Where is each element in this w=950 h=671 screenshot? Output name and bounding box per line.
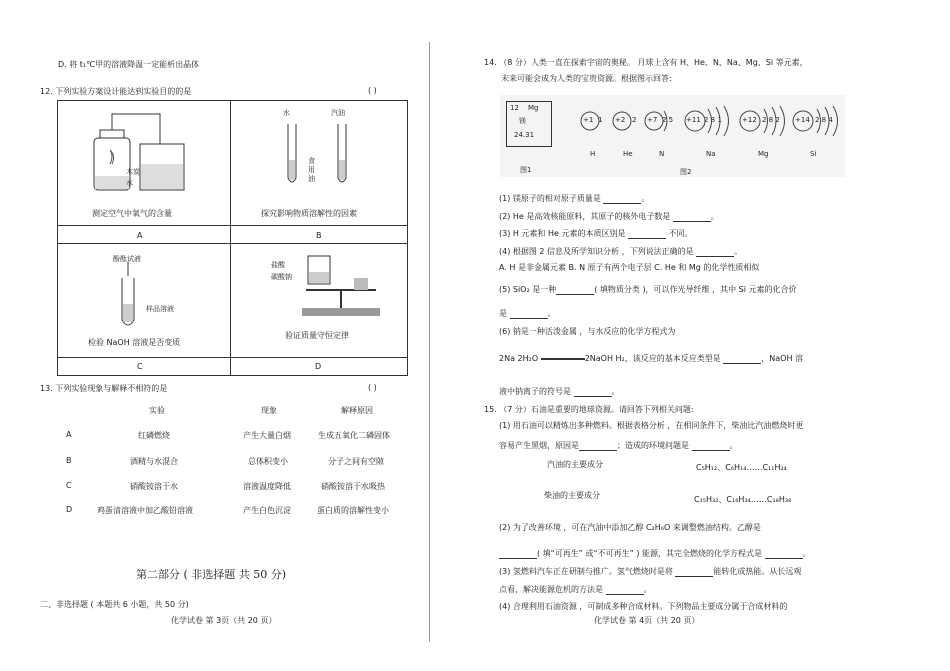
q14-6-cont: 液中钠离子的符号是 。 xyxy=(499,387,620,396)
letter-c: C xyxy=(137,362,143,371)
q15-2b: ( 填“可再生” 或“不可再生” ) 能源，其完全燃烧的化学方程式是 。 xyxy=(499,548,811,559)
label-gasoline: 汽油 xyxy=(331,109,345,117)
answer-blank[interactable] xyxy=(692,442,730,451)
answer-blank[interactable] xyxy=(673,213,711,222)
answer-blank[interactable] xyxy=(675,568,713,577)
diesel-formula: C₁₅H₃₂、C₁₆H₃₄……C₁₈H₃₈ xyxy=(694,495,792,504)
row-b-exp: 酒精与水混合 xyxy=(130,457,178,466)
question-13: 13. 下列实验现象与解释不相符的是 xyxy=(40,384,168,393)
answer-blank[interactable] xyxy=(556,286,594,295)
q14-4-options: A. H 是非金属元素 B. N 原子有两个电子层 C. He 和 Mg 的化学性质相似 xyxy=(499,263,760,272)
figure-2-label: 图2 xyxy=(680,168,692,176)
footer-page-3: 化学试卷 第 3页（共 20 页） xyxy=(171,616,277,625)
section-heading: 二、非选择题 ( 本题共 6 小题，共 50 分) xyxy=(40,600,189,609)
answer-blank[interactable] xyxy=(579,442,617,451)
label-phenolphthalein: 酚酞试液 xyxy=(113,255,141,263)
oxygen-content-apparatus xyxy=(80,104,200,196)
caption-d: 验证质量守恒定律 xyxy=(285,331,349,340)
atom-n-nucleus: +7 xyxy=(647,116,658,124)
answer-blank[interactable] xyxy=(628,230,666,239)
header-experiment: 实验 xyxy=(149,406,165,415)
footer-page-4: 化学试卷 第 4页（共 20 页） xyxy=(594,616,700,625)
answer-blank[interactable] xyxy=(765,550,803,559)
row-b-letter: B xyxy=(66,456,72,465)
mg-mass: 24.31 xyxy=(514,131,535,139)
row-a-exp: 红磷燃烧 xyxy=(138,431,170,440)
header-reason: 解释原因 xyxy=(341,406,373,415)
atom-si-nucleus: +14 xyxy=(795,116,810,124)
option-d-line: D. 将 t₁℃甲的溶液降温一定能析出晶体 xyxy=(58,60,200,69)
test-tube-c xyxy=(108,262,148,332)
atom-mg-nucleus: +12 xyxy=(742,116,757,124)
atom-na-shells: 2 8 1 xyxy=(704,116,722,124)
q14-1: (1) 镁原子的相对原子质量是 。 xyxy=(499,194,650,203)
q15-2a: (2) 为了改善环境 ，可在汽油中添加乙醇 C₂H₆O 来调整燃油结构。乙醇是 xyxy=(499,523,761,532)
row-c-reason: 硝酸铵溶于水吸热 xyxy=(321,482,385,491)
diesel-label: 柴油的主要成分 xyxy=(544,491,600,500)
atom-na-symbol: Na xyxy=(706,150,716,158)
part-two-title: 第二部分 ( 非选择题 共 50 分) xyxy=(136,568,287,581)
row-a-letter: A xyxy=(66,430,72,439)
atom-si-shells: 2 8 4 xyxy=(815,116,833,124)
row-d-reason: 蛋白质的溶解性变小 xyxy=(317,506,389,515)
caption-a: 测定空气中氧气的含量 xyxy=(92,209,172,218)
letter-b: B xyxy=(316,231,322,240)
caption-c: 检验 NaOH 溶液是否变质 xyxy=(88,338,181,347)
q14-4: (4) 根据图 2 信息及所学知识分析 ，下列说法正确的是 。 xyxy=(499,247,743,256)
balance-apparatus xyxy=(296,250,386,320)
row-a-phen: 产生大量白烟 xyxy=(243,431,291,440)
label-hcl: 盐酸 xyxy=(271,261,285,269)
caption-b: 探究影响物质溶解性的因素 xyxy=(261,209,357,218)
q14-2: (2) He 是高效核能原料，其原子的核外电子数是 。 xyxy=(499,212,719,221)
question-15: 15. （7 分）石油是重要的地球资源。请回答下列相关问题: xyxy=(484,405,694,414)
row-c-exp: 硝酸铵溶于水 xyxy=(130,482,178,491)
row-a-reason: 生成五氧化二磷固体 xyxy=(318,431,390,440)
label-cooking-oil: 食用油 xyxy=(308,157,315,183)
atom-h-symbol: H xyxy=(590,150,596,158)
atom-n-shells: 2 5 xyxy=(662,116,674,124)
atom-n-symbol: N xyxy=(659,150,665,158)
answer-blank[interactable] xyxy=(696,248,734,257)
q15-1b: 容易产生黑烟，原因是 ；造成的环境问题是 。 xyxy=(499,441,738,450)
atom-mg-symbol: Mg xyxy=(758,150,769,158)
atom-mg-shells: 2 8 2 xyxy=(762,116,780,124)
answer-blank[interactable] xyxy=(723,355,761,364)
letter-a: A xyxy=(137,231,143,240)
answer-paren-13[interactable]: ( ) xyxy=(368,383,377,392)
q15-4: (4) 合理利用石油资源 ，可制成多种合成材料。下列物品主要成分属于合成材料的 xyxy=(499,602,788,611)
q14-3: (3) H 元素和 He 元素的本质区别是 不同。 xyxy=(499,229,693,238)
atom-structure-arcs xyxy=(578,106,848,140)
question-14-line2: 未来可能会成为人类的宝贵资源。根据图示回答: xyxy=(501,74,672,83)
row-d-letter: D xyxy=(66,505,73,514)
figure-1-label: 图1 xyxy=(520,166,532,174)
row-b-phen: 总体积变小 xyxy=(248,457,288,466)
atom-h-nucleus: +1 xyxy=(583,116,594,124)
q14-5-cont: 是 。 xyxy=(499,309,556,318)
row-c-letter: C xyxy=(66,481,72,490)
atom-h-shells: 1 xyxy=(598,116,603,124)
q14-5: (5) SiO₂ 是一种 ( 填物质分类 )，可以作光导纤维 ，其中 Si 元素的化合价 xyxy=(499,285,797,294)
answer-blank[interactable] xyxy=(510,310,548,319)
q15-3: (3) 氢燃料汽车正在研制与推广。氢气燃烧时是将 能转化成热能。从长远观 xyxy=(499,567,802,576)
label-sample: 样品溶液 xyxy=(146,305,174,313)
answer-blank[interactable] xyxy=(603,195,641,204)
row-b-reason: 分子之间有空隙 xyxy=(328,457,384,466)
mg-number: 12 xyxy=(510,104,519,112)
letter-d: D xyxy=(315,362,322,371)
question-12: 12. 下列实验方案设计能达到实验目的的是 xyxy=(40,87,192,96)
row-c-phen: 溶液温度降低 xyxy=(243,482,291,491)
column-divider xyxy=(429,42,430,642)
mg-symbol: Mg xyxy=(528,104,539,112)
answer-paren-12[interactable]: ( ) xyxy=(368,86,377,95)
label-water-a: 水 xyxy=(126,179,133,187)
label-water-b: 水 xyxy=(283,109,290,117)
atom-he-nucleus: +2 xyxy=(615,116,626,124)
header-phenomenon: 现象 xyxy=(261,406,277,415)
equation-line: 2Na 2H₂O 2NaOH H₂，该反应的基本反应类型是 ，NaOH 溶 xyxy=(499,354,804,363)
atom-na-nucleus: +11 xyxy=(686,116,701,124)
answer-blank[interactable] xyxy=(606,586,644,595)
question-14-line1: 14. （8 分）人类一直在探索宇宙的奥秘。 月球上含有 H、He、N、Na、Mg、Si 等元素， xyxy=(484,58,808,67)
atom-si-symbol: Si xyxy=(810,150,817,158)
answer-blank[interactable] xyxy=(574,388,612,397)
row-d-phen: 产生白色沉淀 xyxy=(243,506,291,515)
answer-blank[interactable] xyxy=(499,550,537,559)
gasoline-formula: C₅H₁₂、C₆H₁₄……C₁₁H₂₄ xyxy=(696,463,787,472)
label-na2co3: 碳酸钠 xyxy=(271,273,292,281)
q15-3-cont: 点看，解决能源危机的方法是 。 xyxy=(499,585,652,594)
q14-6: (6) 钠是一种活泼金属 ，与水反应的化学方程式为 xyxy=(499,327,676,336)
q15-1a: (1) 用石油可以精炼出多种燃料。根据表格分析 ，在相同条件下，柴油比汽油燃烧时更 xyxy=(499,421,804,430)
label-charcoal: 木炭 xyxy=(126,168,140,176)
atom-he-symbol: He xyxy=(623,150,633,158)
gasoline-label: 汽油的主要成分 xyxy=(547,460,603,469)
mg-name: 镁 xyxy=(519,117,526,125)
row-d-exp: 鸡蛋清溶液中加乙酸铅溶液 xyxy=(97,506,193,515)
atom-he-shells: 2 xyxy=(632,116,637,124)
